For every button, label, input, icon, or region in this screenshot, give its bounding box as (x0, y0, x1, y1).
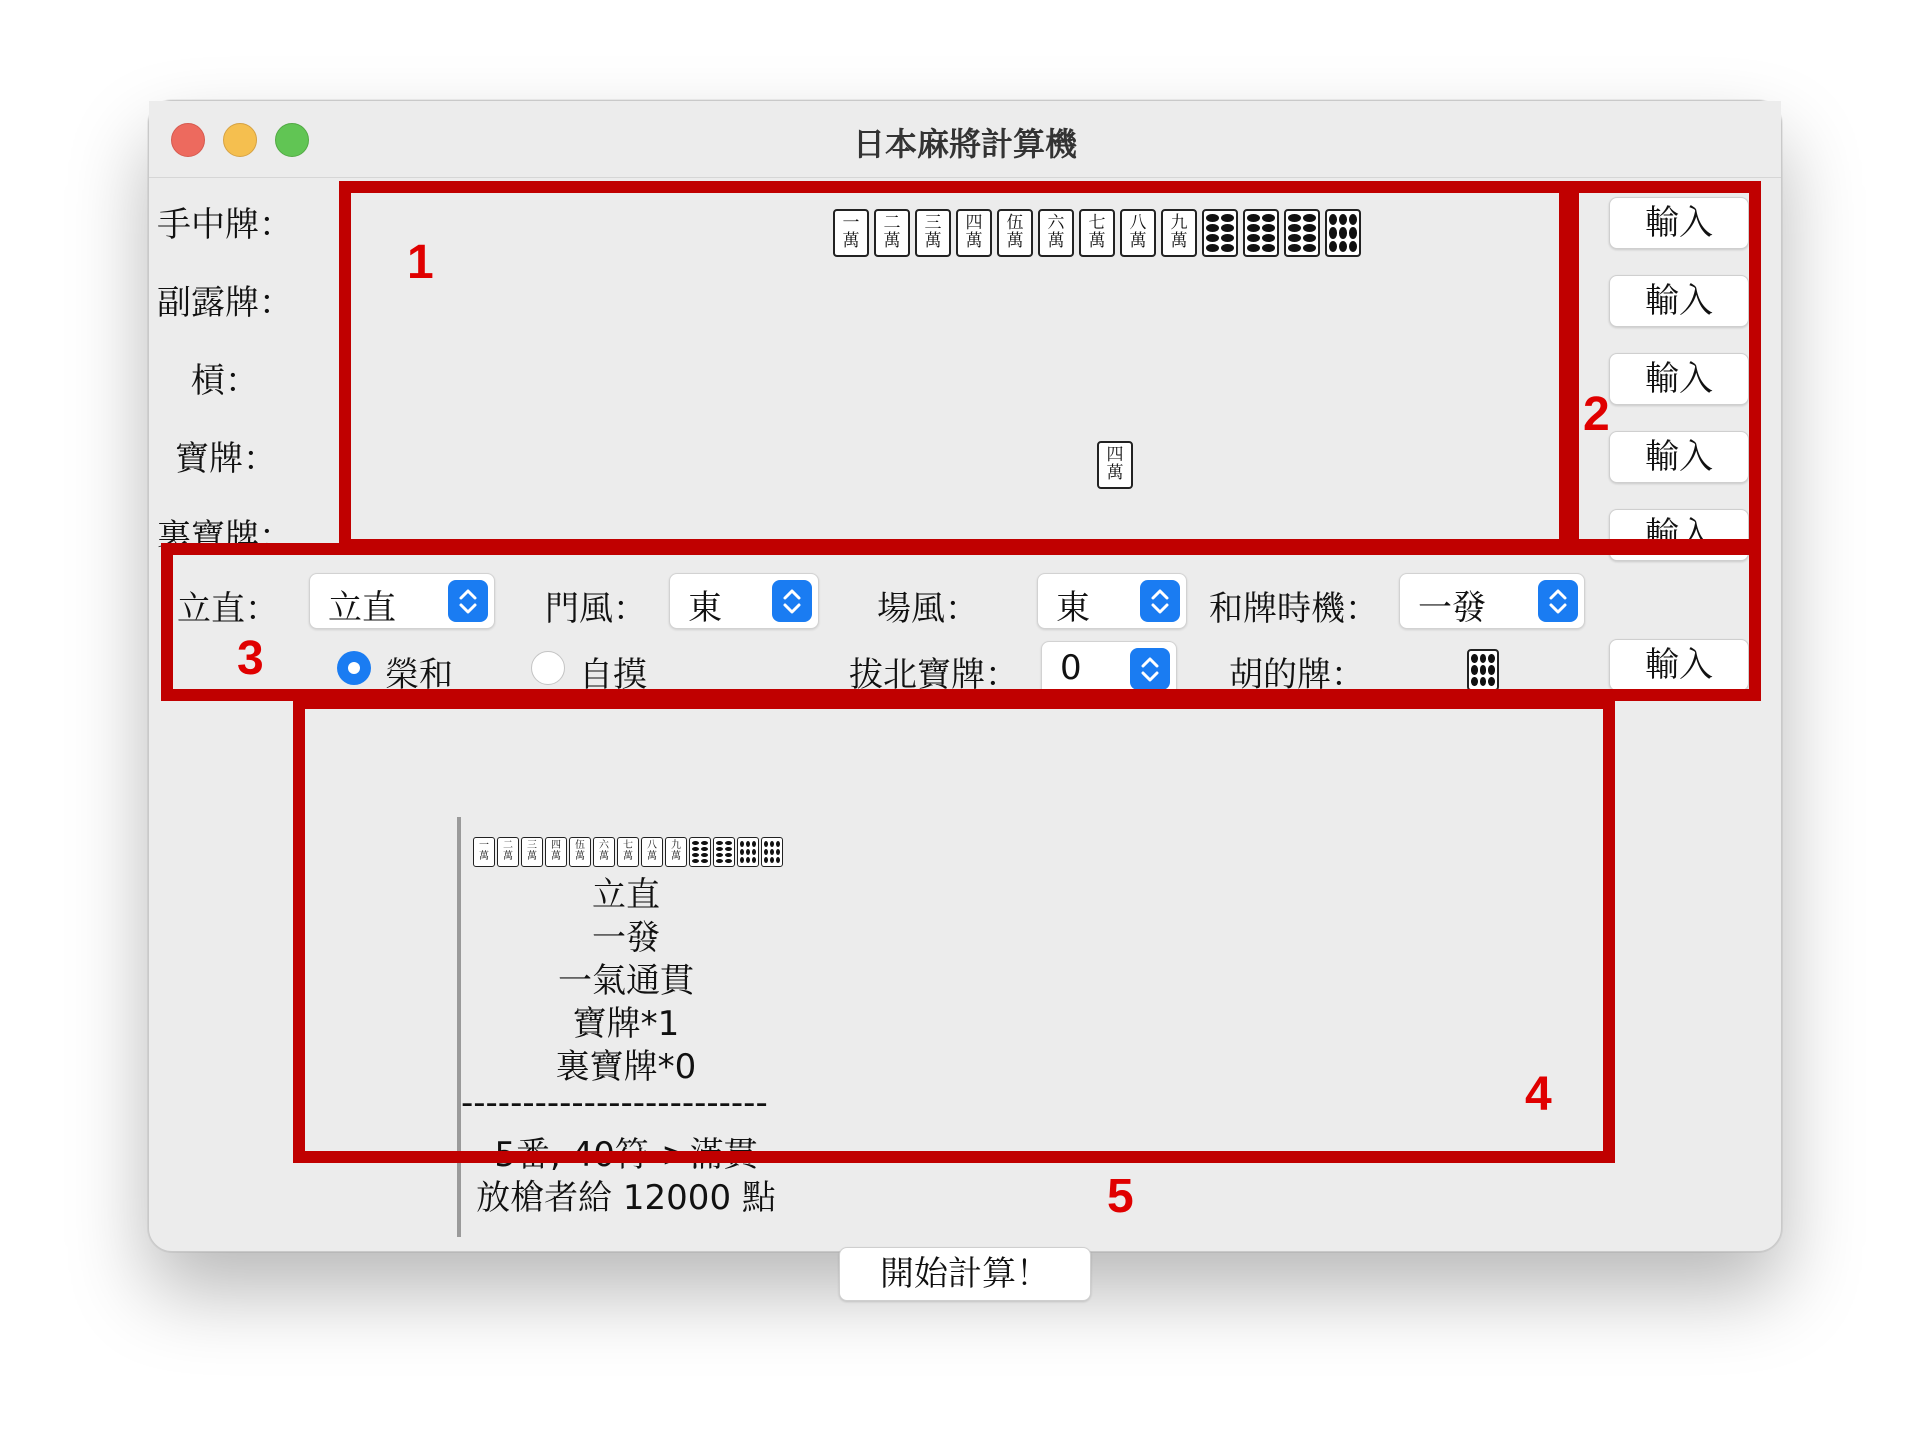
pin-tile-8 (1202, 209, 1238, 257)
riichi-label: 立直： (177, 589, 279, 629)
man-tile: 九 萬 (1161, 209, 1197, 257)
man-tile: 一 萬 (833, 209, 869, 257)
man-tile: 三 萬 (915, 209, 951, 257)
pin-tile-8 (713, 837, 735, 867)
kita-dora-select[interactable] (1041, 641, 1177, 697)
win-timing-select[interactable] (1399, 573, 1585, 629)
man-tile: 四 萬 (956, 209, 992, 257)
man-tile: 伍 萬 (569, 837, 591, 867)
man-tile: 二 萬 (874, 209, 910, 257)
meld-input-button[interactable]: 輸入 (1609, 275, 1749, 327)
man-tile: 四 萬 (1097, 441, 1133, 489)
annotation-number-2: 2 (1583, 388, 1610, 441)
annotation-number-5: 5 (1107, 1170, 1134, 1223)
ura-dora-label: 裏寶牌： (157, 517, 293, 557)
man-tile: 二 萬 (497, 837, 519, 867)
win-timing-select-value: 一發 (1418, 588, 1486, 628)
annotation-number-1: 1 (407, 236, 434, 289)
win-timing-label: 和牌時機： (1209, 589, 1379, 629)
round-wind-label: 場風： (877, 589, 979, 629)
ron-label[interactable]: 榮和 (385, 655, 453, 695)
result-divider: ------------------------- (461, 1083, 768, 1123)
man-tile: 六 萬 (593, 837, 615, 867)
pin-tile-8 (689, 837, 711, 867)
pin-tile-9 (1325, 209, 1361, 257)
man-tile: 四 萬 (545, 837, 567, 867)
chevron-updown-icon (772, 580, 812, 622)
yaku-line: 一發 (592, 918, 660, 958)
window-title: 日本麻將計算機 (852, 125, 1077, 163)
tsumo-label[interactable]: 自摸 (579, 655, 647, 695)
chevron-updown-icon (1538, 580, 1578, 622)
tsumo-radio[interactable] (531, 651, 565, 685)
title-bar (149, 101, 1781, 178)
yaku-line: 寶牌*1 (572, 1004, 680, 1044)
man-tile: 七 萬 (617, 837, 639, 867)
pin-tile-8 (1284, 209, 1320, 257)
man-tile: 三 萬 (521, 837, 543, 867)
app-window (148, 100, 1782, 1294)
chevron-updown-icon (1130, 648, 1170, 690)
man-tile: 六 萬 (1038, 209, 1074, 257)
round-wind-select-value: 東 (1056, 588, 1090, 628)
hand-input-button[interactable]: 輸入 (1609, 197, 1749, 249)
kita-dora-select-value: 0 (1060, 648, 1082, 688)
dora-input-button[interactable]: 輸入 (1609, 431, 1749, 483)
round-wind-select[interactable] (1037, 573, 1187, 629)
annotation-number-3: 3 (237, 632, 264, 685)
ron-radio[interactable] (337, 651, 371, 685)
winning-tile-input-button[interactable]: 輸入 (1609, 639, 1749, 691)
pin-tile-9 (737, 837, 759, 867)
dora-label: 寶牌： (175, 439, 277, 479)
man-tile: 伍 萬 (997, 209, 1033, 257)
hand-tiles-label: 手中牌： (157, 205, 293, 245)
pin-tile-8 (1243, 209, 1279, 257)
man-tile: 八 萬 (1120, 209, 1156, 257)
yaku-line: 裏寶牌*0 (555, 1047, 697, 1087)
score-summary: 5番, 40符->滿貫 (494, 1135, 758, 1175)
calculate-button[interactable]: 開始計算！ (839, 1247, 1091, 1301)
pin-tile-9 (1467, 649, 1499, 691)
ura-dora-input-button[interactable]: 輸入 (1609, 509, 1749, 561)
annotation-number-4: 4 (1525, 1068, 1552, 1121)
riichi-select-value: 立直 (328, 588, 396, 628)
yaku-line: 一氣通貫 (558, 961, 694, 1001)
tile-display-area (361, 197, 1541, 557)
winning-tile-label: 胡的牌： (1229, 655, 1365, 695)
kita-dora-label: 拔北寶牌： (849, 655, 1019, 695)
meld-tiles-label: 副露牌： (157, 283, 293, 323)
yaku-line: 立直 (592, 875, 660, 915)
man-tile: 九 萬 (665, 837, 687, 867)
kan-input-button[interactable]: 輸入 (1609, 353, 1749, 405)
seat-wind-label: 門風： (545, 589, 647, 629)
kan-label: 槓： (191, 361, 259, 401)
pin-tile-9 (761, 837, 783, 867)
chevron-updown-icon (1140, 580, 1180, 622)
chevron-updown-icon (448, 580, 488, 622)
riichi-select[interactable] (309, 573, 495, 629)
man-tile: 八 萬 (641, 837, 663, 867)
payment-text: 放槍者給 12000 點 (476, 1178, 776, 1218)
seat-wind-select-value: 東 (688, 588, 722, 628)
result-panel (457, 817, 1753, 1237)
seat-wind-select[interactable] (669, 573, 819, 629)
man-tile: 一 萬 (473, 837, 495, 867)
man-tile: 七 萬 (1079, 209, 1115, 257)
